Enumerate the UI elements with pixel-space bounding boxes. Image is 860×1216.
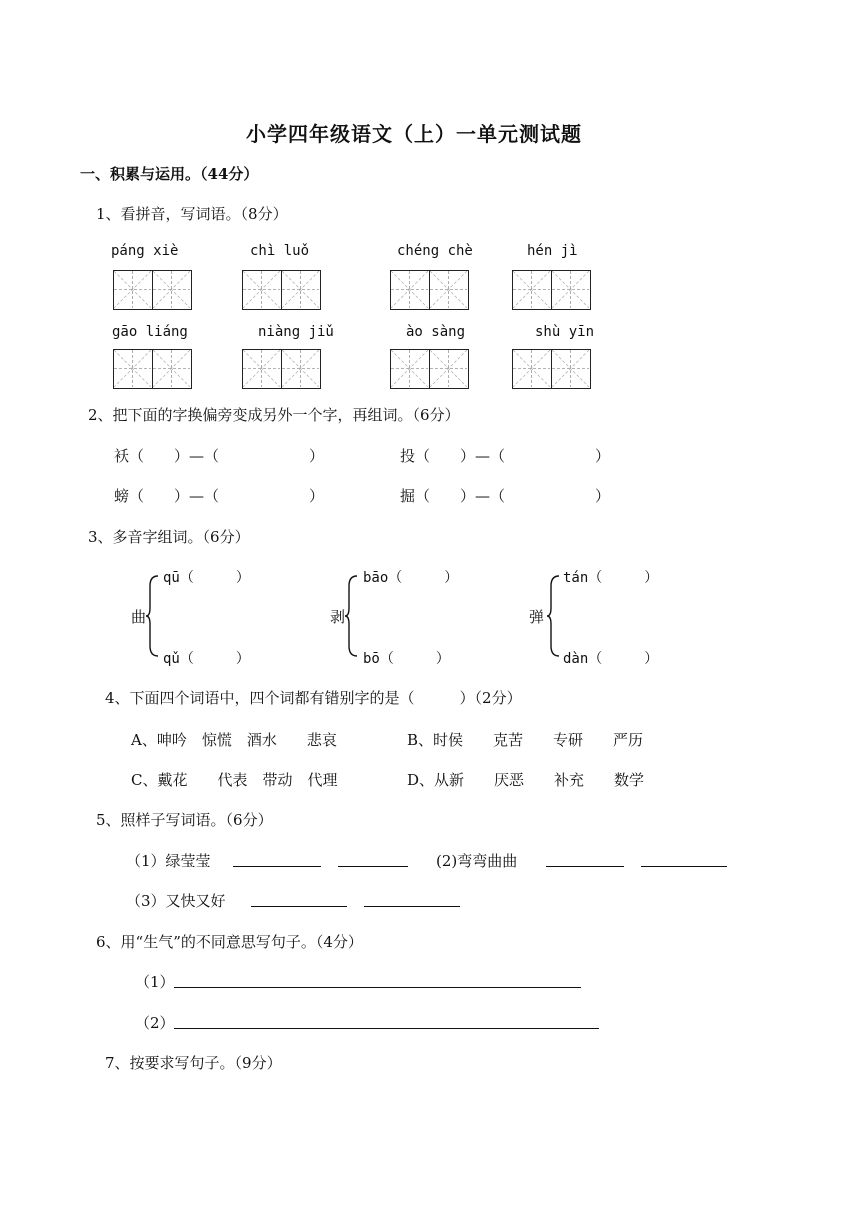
grid-cell[interactable] [113, 270, 153, 310]
example-word: (2)弯弯曲曲 [436, 852, 518, 870]
brace-icon [547, 574, 561, 658]
writing-grid[interactable] [113, 349, 190, 389]
question-2-label: 2、把下面的字换偏旁变成另外一个字，再组词。（6分） [88, 406, 460, 424]
writing-grid[interactable] [242, 270, 319, 310]
polyphone-char: 曲 [131, 608, 147, 626]
polyphone-char: 弹 [529, 608, 545, 626]
radical-item[interactable]: 掘（ ）—（ ） [400, 487, 611, 505]
radical-item[interactable]: 螃（ ）—（ ） [114, 487, 325, 505]
grid-cell[interactable] [551, 349, 591, 389]
grid-cell[interactable] [390, 349, 430, 389]
pinyin-label: ào sàng [406, 324, 466, 340]
sentence-number: （1） [135, 973, 175, 991]
question-1-label: 1、看拼音，写词语。（8分） [96, 205, 288, 223]
pinyin-label: hén jì [527, 243, 578, 259]
grid-cell[interactable] [242, 349, 282, 389]
choice-d[interactable]: D、从新 厌恶 补充 数学 [407, 771, 645, 789]
section-heading: 一、积累与运用。（44分） [80, 165, 259, 183]
pinyin-label: chéng chè [397, 243, 473, 259]
polyphone-char: 剥 [330, 608, 346, 626]
polyphone-reading[interactable]: bō（ ） [363, 651, 450, 667]
grid-cell[interactable] [152, 349, 192, 389]
grid-cell[interactable] [390, 270, 430, 310]
polyphone-reading[interactable]: bāo（ ） [363, 570, 459, 586]
grid-cell[interactable] [242, 270, 282, 310]
sentence-blank[interactable] [174, 1028, 599, 1029]
writing-grid[interactable] [390, 270, 467, 310]
choice-a[interactable]: A、呻吟 惊慌 酒水 悲哀 [131, 731, 337, 749]
grid-cell[interactable] [281, 270, 321, 310]
pinyin-label: gāo liáng [112, 324, 188, 340]
grid-cell[interactable] [113, 349, 153, 389]
question-3-label: 3、多音字组词。（6分） [88, 528, 250, 546]
page-title: 小学四年级语文（上）一单元测试题 [246, 122, 582, 146]
answer-blank[interactable] [641, 866, 727, 867]
example-word: （1）绿莹莹 [126, 852, 211, 870]
pinyin-label: shù yīn [535, 324, 595, 340]
question-4-label: 4、下面四个词语中，四个词都有错别字的是（ ）（2分） [105, 689, 522, 707]
writing-grid[interactable] [512, 270, 589, 310]
pinyin-label: chì luǒ [250, 243, 310, 259]
grid-cell[interactable] [512, 270, 552, 310]
polyphone-reading[interactable]: dàn（ ） [563, 651, 659, 667]
answer-blank[interactable] [233, 866, 321, 867]
choice-b[interactable]: B、时侯 克苦 专研 严历 [407, 731, 644, 749]
grid-cell[interactable] [551, 270, 591, 310]
brace-icon [345, 574, 359, 658]
sentence-blank[interactable] [174, 987, 581, 988]
answer-blank[interactable] [251, 906, 347, 907]
sentence-number: （2） [135, 1014, 175, 1032]
answer-blank[interactable] [338, 866, 408, 867]
answer-blank[interactable] [364, 906, 460, 907]
question-7-label: 7、按要求写句子。（9分） [105, 1054, 282, 1072]
polyphone-reading[interactable]: qǔ（ ） [163, 651, 250, 667]
example-word: （3）又快又好 [126, 892, 226, 910]
pinyin-label: niàng jiǔ [258, 324, 334, 340]
radical-item[interactable]: 投（ ）—（ ） [400, 447, 611, 465]
answer-blank[interactable] [546, 866, 624, 867]
grid-cell[interactable] [512, 349, 552, 389]
polyphone-reading[interactable]: qū（ ） [163, 570, 250, 586]
writing-grid[interactable] [113, 270, 190, 310]
pinyin-label: páng xiè [111, 243, 179, 259]
brace-icon [146, 574, 160, 658]
radical-item[interactable]: 袄（ ）—（ ） [114, 447, 325, 465]
question-5-label: 5、照样子写词语。（6分） [96, 811, 273, 829]
writing-grid[interactable] [390, 349, 467, 389]
polyphone-reading[interactable]: tán（ ） [563, 570, 659, 586]
choice-c[interactable]: C、戴花 代表 带动 代理 [131, 771, 338, 789]
grid-cell[interactable] [152, 270, 192, 310]
writing-grid[interactable] [242, 349, 319, 389]
grid-cell[interactable] [429, 349, 469, 389]
grid-cell[interactable] [429, 270, 469, 310]
grid-cell[interactable] [281, 349, 321, 389]
question-6-label: 6、用“生气”的不同意思写句子。（4分） [96, 933, 363, 951]
writing-grid[interactable] [512, 349, 589, 389]
